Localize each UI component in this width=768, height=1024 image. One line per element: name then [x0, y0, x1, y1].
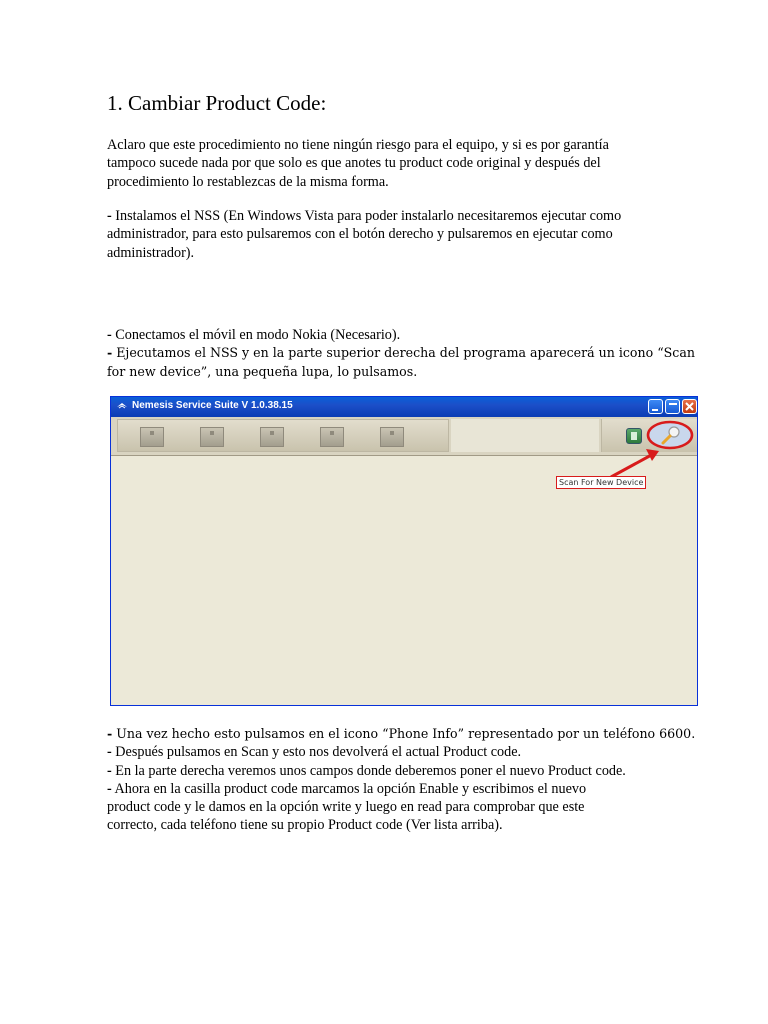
- bullet-dash: -: [107, 327, 112, 343]
- step-text: Ahora en la casilla product code marcamos la opción Enable y escribimos el nuevo: [111, 780, 587, 797]
- close-icon: [683, 400, 696, 413]
- phone-info-button[interactable]: [626, 428, 642, 444]
- window-content-area: [111, 456, 697, 705]
- bullet-dash: -: [107, 726, 113, 741]
- toolbar-button[interactable]: [140, 427, 164, 447]
- steps-connect-and-run: [107, 326, 695, 381]
- toolbar-button-group: [117, 419, 449, 452]
- nss-app-icon: [116, 401, 128, 411]
- step-text: administrador).: [107, 244, 195, 261]
- minimize-icon: [652, 409, 658, 411]
- step-text: administrador, para esto pulsaremos con el botón derecho y pulsaremos en ejecutar como: [107, 226, 613, 243]
- intro-line: Aclaro que este procedimiento no tiene ningún riesgo para el equipo, y si es por garantía: [107, 137, 609, 153]
- close-button[interactable]: [682, 399, 697, 414]
- window-titlebar: [111, 397, 697, 417]
- scan-new-device-button[interactable]: [646, 420, 694, 450]
- phone-info-icon: [631, 432, 637, 440]
- toolbar: [111, 417, 697, 456]
- step-text: Una vez hecho esto pulsamos en el icono “Phone Info” representado por un teléfono 6600.: [112, 726, 696, 741]
- bullet-dash: -: [107, 762, 112, 779]
- step-text: correcto, cada teléfono tiene su propio Product code (Ver lista arriba).: [107, 817, 503, 834]
- intro-line: tampoco sucede nada por que solo es que anotes tu product code original y después del: [107, 155, 601, 172]
- maximize-icon: [669, 403, 677, 405]
- toolbar-button[interactable]: [320, 427, 344, 447]
- scan-callout-label: Scan For New Device: [556, 476, 646, 489]
- bullet-dash: -: [107, 744, 112, 761]
- bullet-dash: -: [107, 345, 113, 361]
- bullet-dash: -: [107, 208, 112, 224]
- toolbar-button[interactable]: [380, 427, 404, 447]
- maximize-button[interactable]: [665, 399, 680, 414]
- step-text: product code y le damos en la opción write y luego en read para comprobar que este: [107, 799, 585, 816]
- step-text: En la parte derecha veremos unos campos donde deberemos poner el nuevo Product code.: [111, 762, 626, 779]
- intro-line: procedimiento lo restablezcas de la misma forma.: [107, 173, 389, 190]
- nss-window-screenshot: [110, 396, 698, 706]
- step-text: Después pulsamos en Scan y esto nos devolverá el actual Product code.: [111, 744, 522, 761]
- page-title: 1. Cambiar Product Code:: [107, 91, 327, 115]
- step-install-nss: [107, 207, 687, 262]
- window-title: Nemesis Service Suite V 1.0.38.15: [132, 400, 293, 411]
- step-text: Ejecutamos el NSS y en la parte superior derecha del programa aparecerá un icono “Scan: [112, 345, 695, 361]
- minimize-button[interactable]: [648, 399, 663, 414]
- toolbar-spacer: [451, 419, 599, 452]
- toolbar-button[interactable]: [260, 427, 284, 447]
- step-text: Conectamos el móvil en modo Nokia (Necesario).: [111, 327, 401, 343]
- toolbar-right-group: [601, 419, 698, 452]
- intro-paragraph: [107, 136, 687, 191]
- toolbar-button[interactable]: [200, 427, 224, 447]
- step-text: for new device”, una pequeña lupa, lo pulsamos.: [107, 363, 418, 379]
- bullet-dash: -: [107, 780, 112, 797]
- step-text: Instalamos el NSS (En Windows Vista para poder instalarlo necesitaremos ejecutar como: [111, 208, 622, 224]
- steps-after-scan: [107, 725, 696, 835]
